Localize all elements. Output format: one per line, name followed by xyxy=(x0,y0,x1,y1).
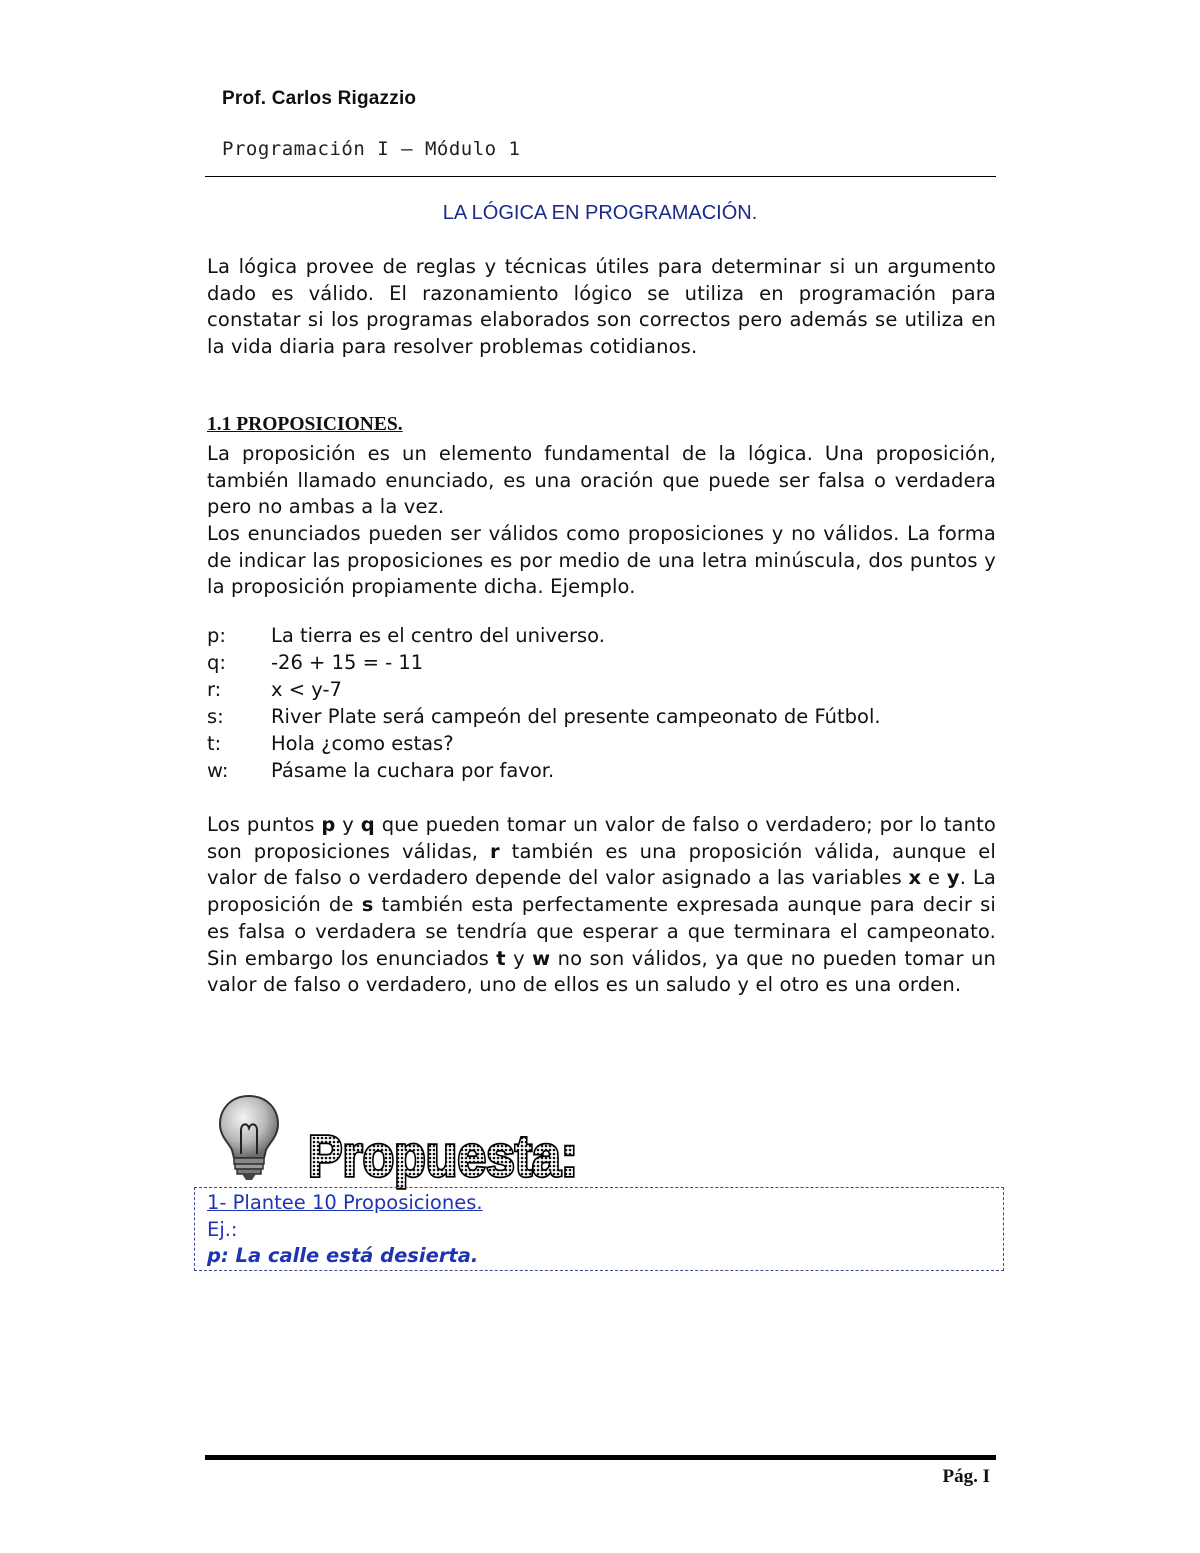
list-item xyxy=(207,676,881,703)
examples-list xyxy=(207,622,881,784)
author-name: Prof. Carlos Rigazzio xyxy=(222,88,417,109)
lightbulb-icon xyxy=(214,1092,284,1182)
example-key: t: xyxy=(207,732,222,755)
list-item xyxy=(207,730,881,757)
example-text: x < y-7 xyxy=(271,678,342,701)
propuesta-title xyxy=(304,1112,604,1190)
page-number: Pág. I xyxy=(942,1466,990,1487)
propuesta-example: p: La calle está desierta. xyxy=(207,1244,479,1267)
example-key: p: xyxy=(207,624,226,647)
header-divider xyxy=(205,176,996,177)
course-title: Programación I – Módulo 1 xyxy=(222,138,521,160)
intro-paragraph: La lógica provee de reglas y técnicas útiles para determinar si un argumento dado es válido. El razonamiento lógico se utiliza en programación para constatar si los programas elaborados son correctos pero además se utiliza en la vida diaria para resolver problemas cotidianos. xyxy=(207,255,996,359)
section-heading: 1.1 PROPOSICIONES. xyxy=(207,414,403,435)
explanation-paragraph: Los puntos p y q que pueden tomar un valor de falso o verdadero; por lo tanto son proposiciones válidas, r también es una proposición válida, aunque el valor de falso o verdadero depende del valor asignado a las variables x e y. La proposición de s también esta perfectamente expresada aunque para decir si es falsa o verdadera se tendría que esperar a que terminara el campeonato. Sin embargo los enunciados t y w no son válidos, ya que no pueden tomar un valor de falso o verdadero, uno de ellos es un saludo y el otro es una orden. xyxy=(207,813,996,997)
footer-divider xyxy=(205,1455,996,1460)
list-item xyxy=(207,622,881,649)
list-item xyxy=(207,649,881,676)
example-key: s: xyxy=(207,705,224,728)
svg-text:Propuesta:: Propuesta: xyxy=(308,1124,578,1189)
example-key: w: xyxy=(207,759,229,782)
example-text: La tierra es el centro del universo. xyxy=(271,624,605,647)
example-key: q: xyxy=(207,651,226,674)
example-key: r: xyxy=(207,678,222,701)
example-text: Pásame la cuchara por favor. xyxy=(271,759,555,782)
section-paragraph-2: Los enunciados pueden ser válidos como proposiciones y no válidos. La forma de indicar las proposiciones es por medio de una letra minúscula, dos puntos y la proposición propiamente dicha. Ejemplo. xyxy=(207,522,996,599)
example-text: -26 + 15 = - 11 xyxy=(271,651,424,674)
example-text: River Plate será campeón del presente campeonato de Fútbol. xyxy=(271,705,881,728)
list-item xyxy=(207,703,881,730)
propuesta-example-label: Ej.: xyxy=(207,1218,238,1241)
section-paragraph-1: La proposición es un elemento fundamental de la lógica. Una proposición, también llamado enunciado, es una oración que puede ser falsa o verdadera pero no ambas a la vez. xyxy=(207,442,996,519)
example-text: Hola ¿como estas? xyxy=(271,732,454,755)
document-title: LA LÓGICA EN PROGRAMACIÓN. xyxy=(442,202,758,224)
propuesta-task: 1- Plantee 10 Proposiciones. xyxy=(207,1191,483,1214)
list-item xyxy=(207,757,881,784)
